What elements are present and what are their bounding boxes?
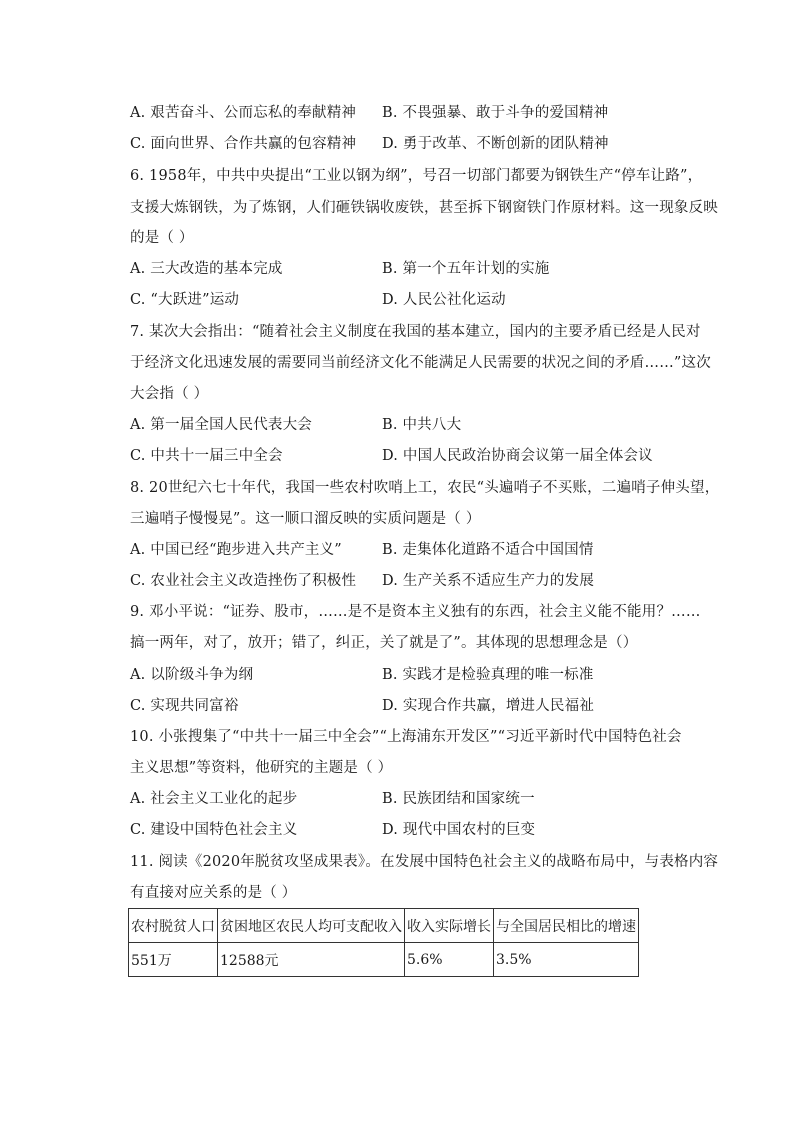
q8-option-d: D. 生产关系不适应生产力的发展 [382, 573, 595, 589]
q6-stem-line1: 6. 1958年，中共中央提出“工业以钢为纲”，号召一切部门都要为钢铁生产“停车让路”， [130, 168, 703, 184]
q7-option-b: B. 中共八大 [382, 417, 462, 433]
table-cell: 3.5% [494, 943, 639, 977]
q9-stem-line2: 搞一两年，对了，放开；错了，纠正，关了就是了”。其体现的思想理念是（） [130, 635, 638, 651]
q7-option-c: C. 中共十一届三中全会 [130, 448, 283, 464]
q7-stem-line1: 7. 某次大会指出：“随着社会主义制度在我国的基本建立，国内的主要矛盾已经是人民对 [130, 324, 701, 340]
q10-option-b: B. 民族团结和国家统一 [382, 791, 535, 807]
q8-option-c: C. 农业社会主义改造挫伤了积极性 [130, 573, 357, 589]
q11-stem-line2: 有直接对应关系的是（ ） [130, 885, 297, 901]
table-header-row [129, 909, 639, 943]
q7-stem-line3: 大会指（ ） [130, 386, 209, 402]
q9-option-d: D. 实现合作共赢，增进人民福祉 [382, 698, 595, 714]
q10-option-d: D. 现代中国农村的巨变 [382, 822, 536, 838]
q7-option-d: D. 中国人民政治协商会议第一届全体会议 [382, 448, 653, 464]
q9-option-a: A. 以阶级斗争为纲 [130, 667, 254, 683]
table-cell: 551万 [129, 943, 218, 977]
q10-option-a: A. 社会主义工业化的起步 [130, 791, 298, 807]
table-cell: 5.6% [405, 943, 494, 977]
q6-option-c: C. “大跃进”运动 [130, 292, 240, 308]
q9-stem-line1: 9. 邓小平说：“证券、股市，……是不是资本主义独有的东西，社会主义能不能用？…… [130, 604, 701, 620]
q8-option-a: A. 中国已经“跑步进入共产主义” [130, 542, 342, 558]
table-header-cell: 农村脱贫人口 [129, 909, 218, 943]
poverty-results-table [128, 908, 639, 977]
q11-stem-line1: 11. 阅读《2020年脱贫攻坚成果表》。在发展中国特色社会主义的战略布局中，与表格内容 [130, 854, 719, 870]
q6-option-b: B. 第一个五年计划的实施 [382, 261, 550, 277]
table-row [129, 943, 639, 977]
q5-option-c: C. 面向世界、合作共赢的包容精神 [130, 136, 357, 152]
table-cell: 12588元 [218, 943, 405, 977]
q7-option-a: A. 第一届全国人民代表大会 [130, 417, 312, 433]
q6-stem-line3: 的是（ ） [130, 230, 194, 246]
q8-option-b: B. 走集体化道路不适合中国国情 [382, 542, 594, 558]
table-header-cell: 收入实际增长 [405, 909, 494, 943]
table-header-cell: 与全国居民相比的增速 [494, 909, 639, 943]
q6-option-d: D. 人民公社化运动 [382, 292, 506, 308]
q10-stem-line2: 主义思想”等资料，他研究的主题是（ ） [130, 760, 393, 776]
q5-option-b: B. 不畏强暴、敢于斗争的爱国精神 [382, 105, 609, 121]
q6-option-a: A. 三大改造的基本完成 [130, 261, 283, 277]
q5-option-d: D. 勇于改革、不断创新的团队精神 [382, 136, 609, 152]
q8-stem-line1: 8. 20世纪六七十年代，我国一些农村吹哨上工，农民“头遍哨子不买账，二遍哨子伸头望， [130, 480, 720, 496]
q10-stem-line1: 10. 小张搜集了“中共十一届三中全会”“上海浦东开发区”“习近平新时代中国特色社会 [130, 729, 682, 745]
q6-stem-line2: 支援大炼钢铁，为了炼钢，人们砸铁锅收废铁，甚至拆下钢窗铁门作原材料。这一现象反映 [130, 200, 718, 216]
table-header-cell: 贫困地区农民人均可支配收入 [218, 909, 405, 943]
q8-stem-line2: 三遍哨子慢慢晃”。这一顺口溜反映的实质问题是（ ） [130, 511, 481, 527]
q9-option-b: B. 实践才是检验真理的唯一标准 [382, 667, 594, 683]
q7-stem-line2: 于经济文化迅速发展的需要同当前经济文化不能满足人民需要的状况之间的矛盾……”这次 [130, 355, 711, 371]
q10-option-c: C. 建设中国特色社会主义 [130, 822, 298, 838]
q5-option-a: A. 艰苦奋斗、公而忘私的奉献精神 [130, 105, 357, 121]
q9-option-c: C. 实现共同富裕 [130, 698, 239, 714]
